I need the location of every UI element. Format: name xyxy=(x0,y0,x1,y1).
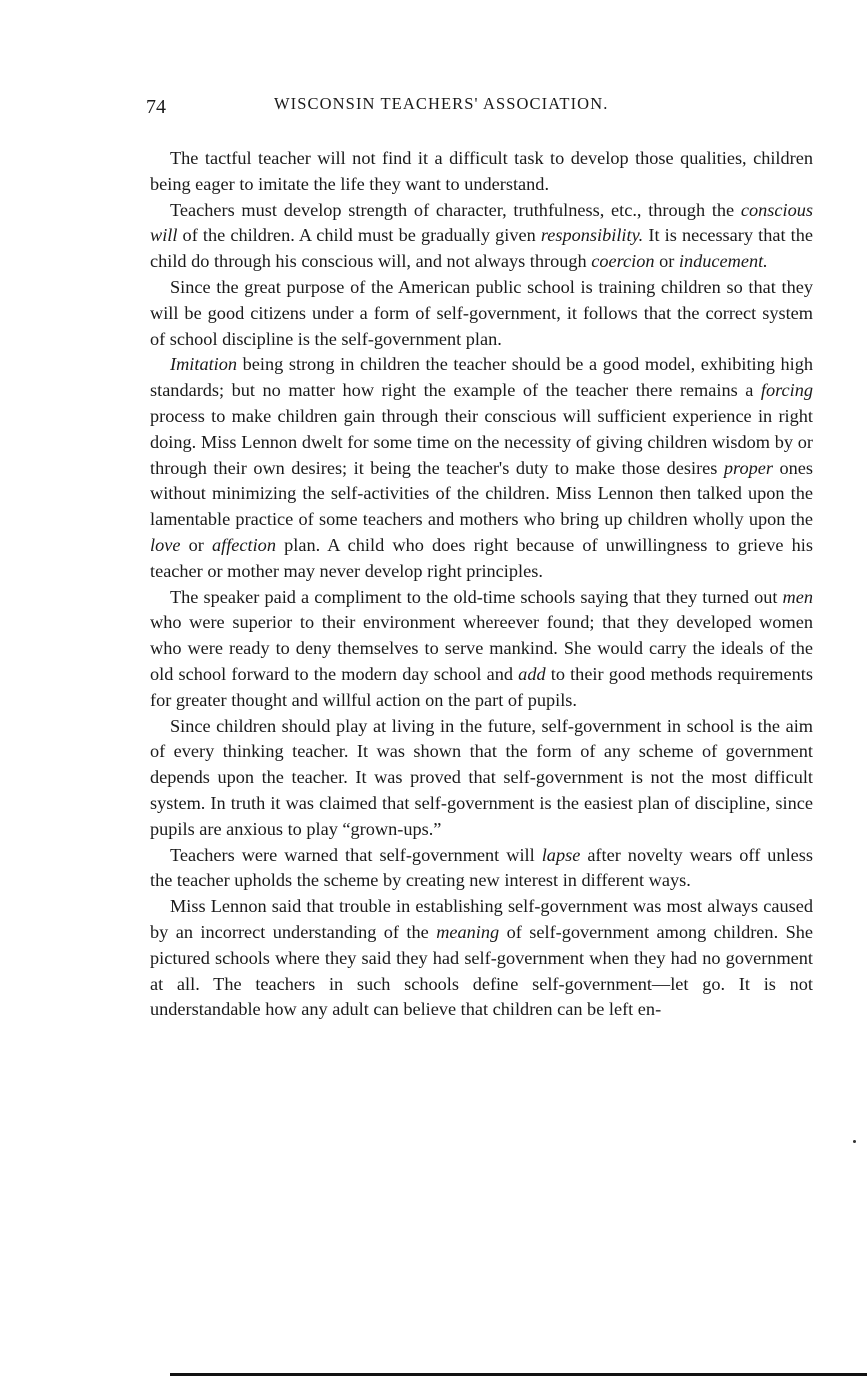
paragraph xyxy=(150,275,813,352)
text-run: Teachers were warned that self-government will xyxy=(170,844,542,865)
italic-text: proper xyxy=(723,457,773,478)
margin-speck xyxy=(853,1140,856,1143)
text-run: The speaker paid a compliment to the old-time schools saying that they turned out xyxy=(170,586,783,607)
body-text xyxy=(150,146,813,1023)
text-run: of the children. A child must be gradually given xyxy=(177,225,541,246)
text-run: to their good methods requirements for greater thought and willful action on the part of pupils. xyxy=(150,663,813,710)
italic-text: conscious will xyxy=(150,199,813,246)
paragraph xyxy=(150,894,813,1023)
paragraph xyxy=(150,843,813,895)
text-run: who were superior to their environment whereever found; that they developed women who were ready to deny themselves to serve mankind. She would carry the ideals of the old school forward to the modern day school and xyxy=(150,612,813,684)
text-run: of self-government among children. She pictured schools where they said they had self-government when they had no government at all. The teachers in such schools define self-government—let go. It is not understandable how any adult can believe that children can be left en- xyxy=(150,921,813,1020)
text-run: plan. A child who does right because of unwillingness to grieve his teacher or mother may never develop right principles. xyxy=(150,534,813,581)
text-run: being strong in children the teacher should be a good model, exhibiting high standards; but no matter how right the example of the teacher there remains a xyxy=(150,354,813,401)
bottom-edge-rule xyxy=(170,1373,867,1376)
italic-text: coercion xyxy=(591,251,655,272)
page-header xyxy=(146,92,666,122)
paragraph xyxy=(150,198,813,275)
page-number: 74 xyxy=(146,96,166,118)
italic-text: Imitation xyxy=(170,354,238,375)
italic-text: love xyxy=(150,534,181,555)
running-head: WISCONSIN TEACHERS' ASSOCIATION. xyxy=(274,94,609,113)
text-run: Since children should play at living in the future, self-government in school is the aim of every thinking teacher. It was shown that the form of any scheme of government depends upon the teacher. It was proved that self-government is not the most difficult system. In truth it was claimed that self-government is the easiest plan of discipline, since pupils are anxious to play “grown-ups.” xyxy=(150,715,813,839)
text-run: The tactful teacher will not find it a difficult task to develop those qualities, children being eager to imitate the life they want to understand. xyxy=(150,148,813,194)
text-run: Since the great purpose of the American public school is training children so that they will be good citizens under a form of self-government, it follows that the correct system of school discipline is the self-government plan. xyxy=(150,276,813,349)
paragraph xyxy=(150,714,813,843)
italic-text: meaning xyxy=(436,921,500,942)
text-run: Miss Lennon said that trouble in establishing self-government was most always caused by an incorrect understanding of the xyxy=(150,896,813,942)
italic-text: responsibility. xyxy=(540,225,644,246)
text-run: ones without minimizing the self-activities of the children. Miss Lennon then talked upon the lamentable practice of some teachers and mothers who bring up children wholly upon the xyxy=(150,457,813,530)
text-run: or xyxy=(180,534,212,555)
text-run: after novelty wears off unless the teacher upholds the scheme by creating new interest in different ways. xyxy=(150,844,813,891)
italic-text: men xyxy=(782,586,813,607)
paragraph xyxy=(150,146,813,198)
italic-text: inducement. xyxy=(678,251,768,272)
text-run: It is necessary that the child do through his conscious will, and not always through xyxy=(150,225,813,272)
text-run: or xyxy=(654,251,679,272)
italic-text: forcing xyxy=(760,380,813,401)
italic-text: affection xyxy=(212,534,276,555)
italic-text: lapse xyxy=(541,844,581,865)
paragraph xyxy=(150,352,813,584)
text-run: Teachers must develop strength of character, truthfulness, etc., through the xyxy=(170,199,741,220)
paragraph xyxy=(150,585,813,714)
italic-text: add xyxy=(518,663,546,684)
text-run: process to make children gain through their conscious will sufficient experience in right doing. Miss Lennon dwelt for some time on the necessity of giving children wisdom by or through their own desires; it being the teacher's duty to make those desires xyxy=(150,405,813,478)
